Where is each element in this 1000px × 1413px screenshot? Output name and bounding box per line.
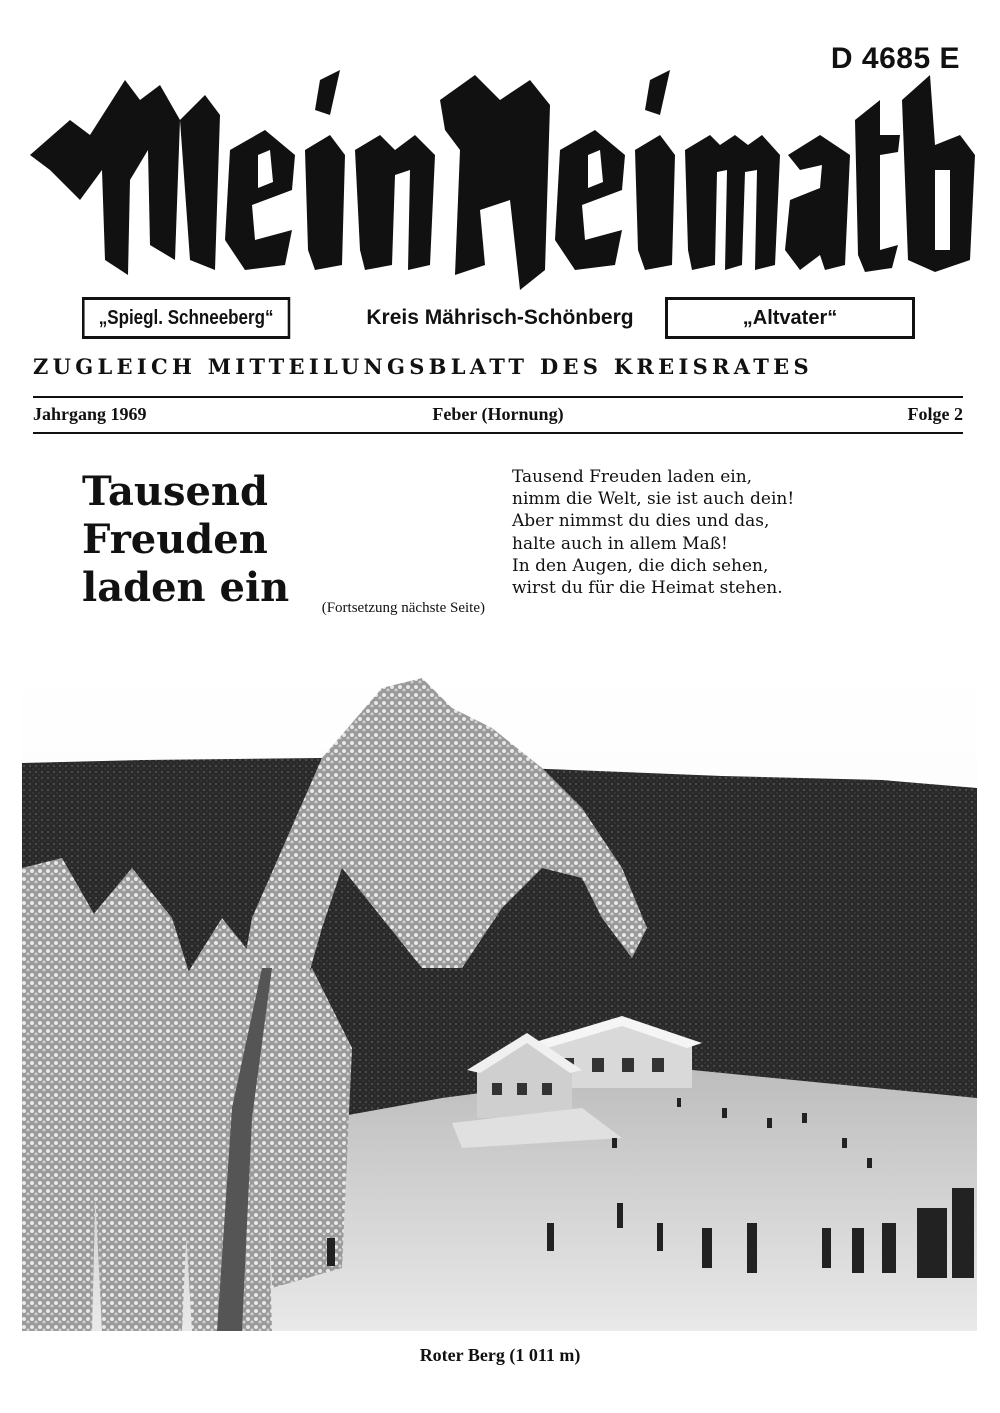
poem-line: halte auch in allem Maß! [512,533,728,554]
region-box-altvater: „Altvater“ [665,297,915,339]
region-box-schneeberg: „Spiegl. Schneeberg“ [82,297,290,339]
article-headline [82,468,442,612]
headline-line-1: Tausend Freuden [82,468,268,563]
poem-line: Tausend Freuden laden ein, [512,467,753,487]
photo-caption: Roter Berg (1 011 m) [419,1345,581,1365]
postal-code: D 4685 E [830,42,960,75]
issue-number: Folge 2 [907,404,963,424]
poem-line: nimm die Welt, sie ist auch dein! [512,489,795,510]
masthead-logo [30,60,975,290]
poem [512,466,952,599]
poem-line: Aber nimmst du dies und das, [512,511,770,532]
district-name: Kreis Mährisch-Schönberg [366,306,634,329]
poem-line: In den Augen, die dich sehen, [512,555,769,576]
issue-line [33,404,963,428]
issue-year: Jahrgang 1969 [33,404,147,424]
headline-line-2: laden ein [82,564,290,611]
divider-bottom [33,432,963,434]
masthead-blackletter-logo [30,60,975,290]
winter-landscape-photo [22,668,977,1331]
continuation-note: (Fortsetzung nächste Seite) [321,600,485,616]
issue-month: Feber (Hornung) [432,404,564,424]
masthead-subtitle: ZUGLEICH MITTEILUNGSBLATT DES KREISRATES [33,354,813,379]
poem-line: wirst du für die Heimat stehen. [512,578,783,599]
photo-illustration [22,668,977,1331]
divider-top [33,396,963,398]
